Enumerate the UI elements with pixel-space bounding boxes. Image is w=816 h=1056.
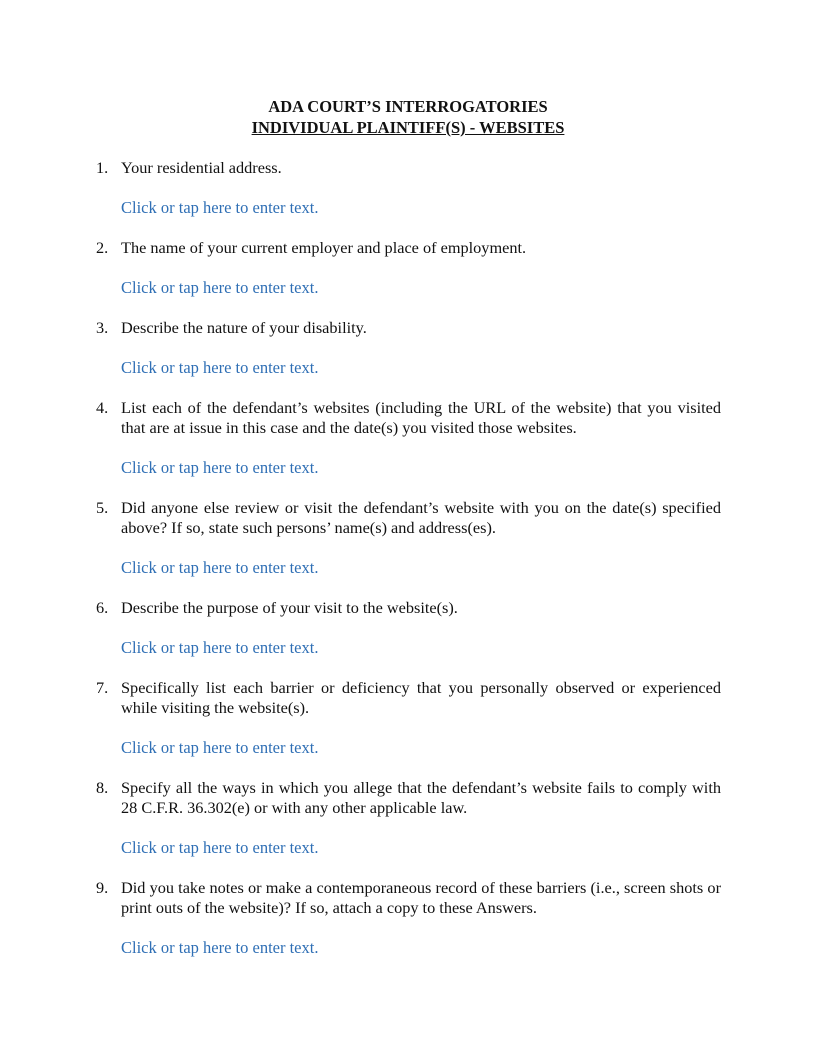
question-8 [96, 778, 721, 818]
question-number: 4. [96, 398, 109, 417]
question-number: 2. [96, 238, 109, 257]
answer-field-6[interactable]: Click or tap here to enter text. [121, 638, 319, 657]
question-text: The name of your current employer and place of employment. [121, 238, 527, 257]
answer-field-4[interactable]: Click or tap here to enter text. [121, 458, 319, 477]
question-2 [96, 238, 721, 258]
question-text: Specify all the ways in which you allege that the defendant’s website fails to comply with 28 C.F.R. 36.302(e) or with any other applicable law. [121, 778, 721, 817]
question-number: 1. [96, 158, 109, 177]
question-text: Describe the nature of your disability. [121, 318, 367, 337]
question-text: Describe the purpose of your visit to the website(s). [121, 598, 458, 617]
document-title [0, 96, 816, 138]
question-number: 3. [96, 318, 109, 337]
question-7 [96, 678, 721, 718]
question-4 [96, 398, 721, 438]
answer-field-8[interactable]: Click or tap here to enter text. [121, 838, 319, 857]
question-number: 9. [96, 878, 109, 897]
answer-field-3[interactable]: Click or tap here to enter text. [121, 358, 319, 377]
title-line-1: ADA COURT’S INTERROGATORIES [268, 97, 548, 116]
question-text: Did anyone else review or visit the defendant’s website with you on the date(s) specified above? If so, state such persons’ name(s) and address(es). [121, 498, 721, 537]
question-text: Your residential address. [121, 158, 282, 177]
question-text: Specifically list each barrier or deficiency that you personally observed or experienced while visiting the website(s). [121, 678, 721, 717]
question-number: 8. [96, 778, 109, 797]
question-9 [96, 878, 721, 918]
question-5 [96, 498, 721, 538]
answer-field-5[interactable]: Click or tap here to enter text. [121, 558, 319, 577]
question-number: 6. [96, 598, 109, 617]
question-3 [96, 318, 721, 338]
title-line-2: INDIVIDUAL PLAINTIFF(S) - WEBSITES [251, 118, 565, 137]
question-1 [96, 158, 721, 178]
question-6 [96, 598, 721, 618]
question-number: 7. [96, 678, 109, 697]
answer-field-1[interactable]: Click or tap here to enter text. [121, 198, 319, 217]
question-number: 5. [96, 498, 109, 517]
answer-field-2[interactable]: Click or tap here to enter text. [121, 278, 319, 297]
answer-field-9[interactable]: Click or tap here to enter text. [121, 938, 319, 957]
question-text: List each of the defendant’s websites (including the URL of the website) that you visited that are at issue in this case and the date(s) you visited those websites. [121, 398, 721, 437]
answer-field-7[interactable]: Click or tap here to enter text. [121, 738, 319, 757]
question-text: Did you take notes or make a contemporaneous record of these barriers (i.e., screen shots or print outs of the website)? If so, attach a copy to these Answers. [121, 878, 721, 917]
